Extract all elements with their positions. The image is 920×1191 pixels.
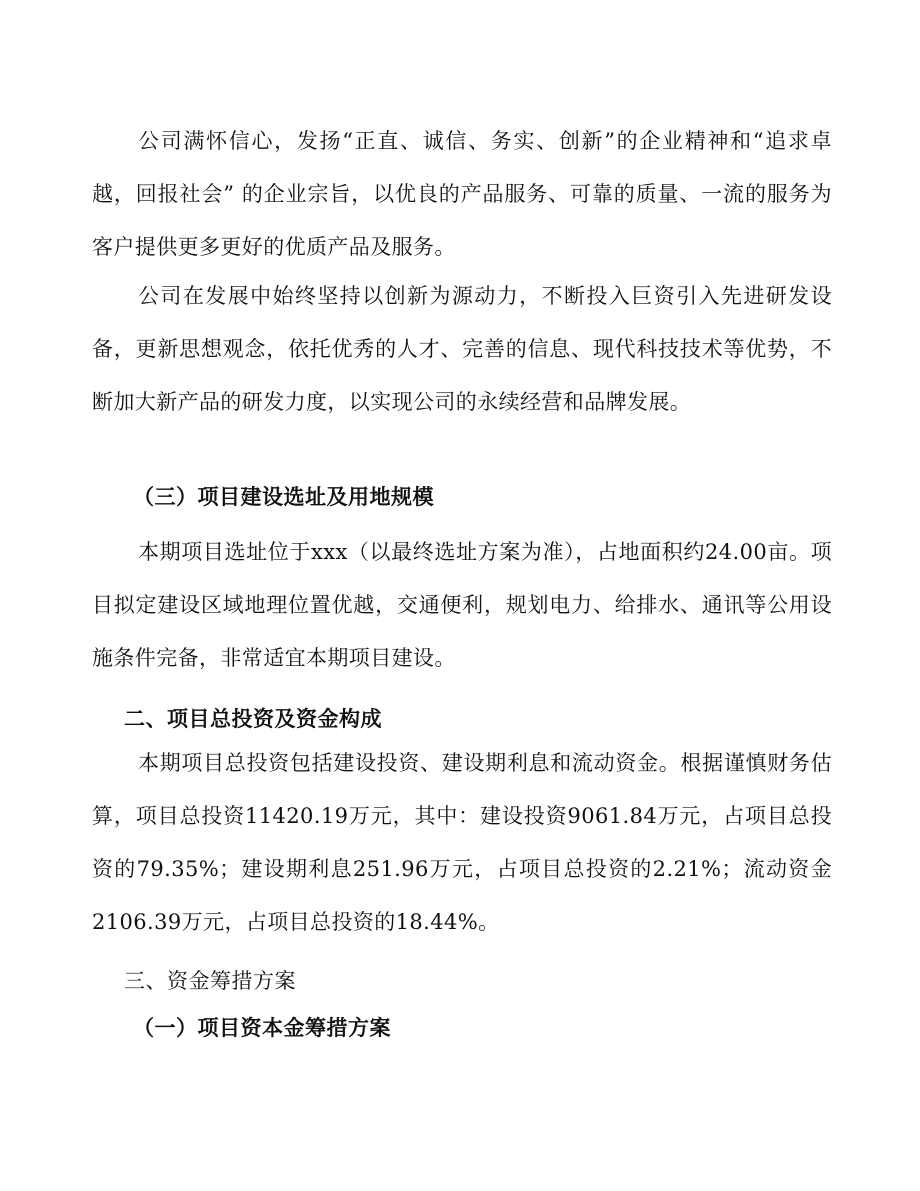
- paragraph-project-site: 本期项目选址位于xxx（以最终选址方案为准），占地面积约24.00亩。项目拟定建设区域地理位置优越，交通便利，规划电力、给排水、通讯等公用设施条件完备，非常适宜本期项目建设。: [92, 540, 832, 670]
- paragraph-company-spirit: 公司满怀信心，发扬“正直、诚信、务实、创新”的企业精神和“追求卓越，回报社会” 的企业宗旨，以优良的产品服务、可靠的质量、一流的服务为客户提供更多更好的优质产品及服务。: [92, 129, 832, 259]
- paragraph-investment-composition: 本期项目总投资包括建设投资、建设期利息和流动资金。根据谨慎财务估算，项目总投资11420.19万元，其中：建设投资9061.84万元，占项目总投资的79.35%；建设期利息251.96万元，占项目总投资的2.21%；流动资金2106.39万元，占项目总投资的18.44%。: [92, 751, 832, 934]
- heading-total-investment: 二、项目总投资及资金构成: [124, 706, 382, 731]
- heading-site-and-land-scale: （三）项目建设选址及用地规模: [133, 484, 434, 509]
- heading-financing-plan: 三、资金筹措方案: [124, 969, 296, 993]
- paragraph-innovation-development: 公司在发展中始终坚持以创新为源动力，不断投入巨资引入先进研发设备，更新思想观念，依托优秀的人才、完善的信息、现代科技技术等优势，不断加大新产品的研发力度，以实现公司的永续经营和品牌发展。: [92, 284, 832, 414]
- heading-capital-financing-plan: （一）项目资本金筹措方案: [133, 1015, 391, 1040]
